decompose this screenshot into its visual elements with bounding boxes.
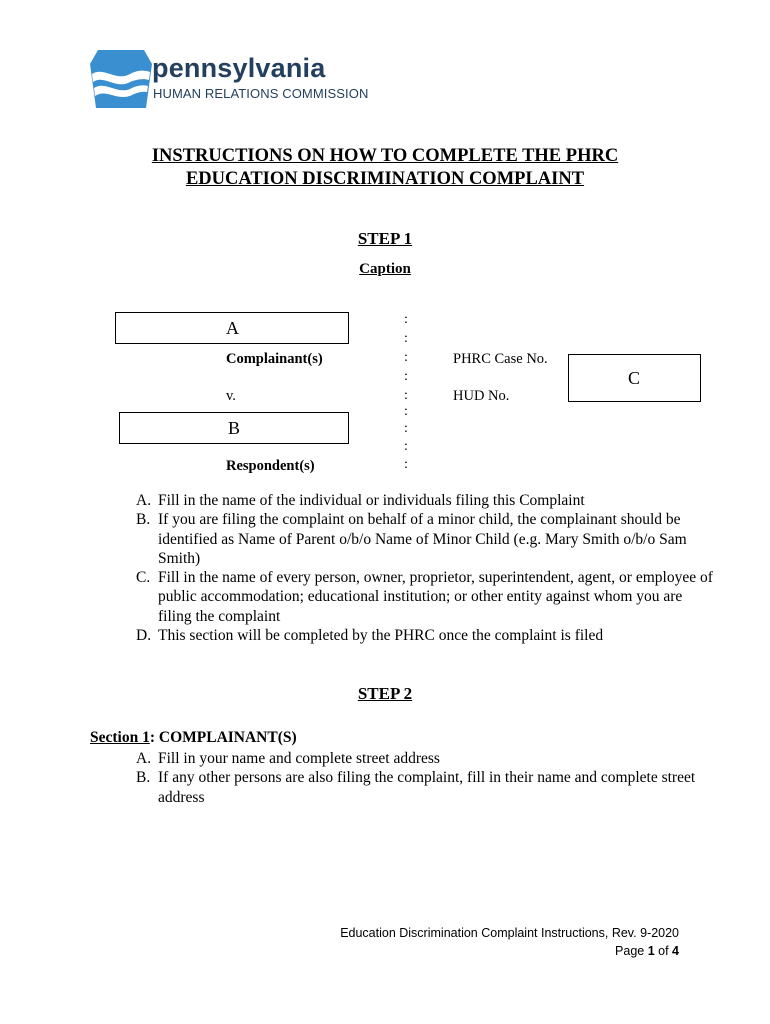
list-marker: B.	[136, 769, 151, 787]
list-marker: D.	[136, 627, 152, 645]
logo-wordmark: pennsylvania	[152, 53, 326, 83]
caption-colon: :	[404, 457, 408, 472]
list-item-text: Fill in the name of the individual or individuals filing this Complaint	[158, 492, 585, 509]
caption-colon: :	[404, 350, 408, 365]
list-item-text: If any other persons are also filing the complaint, fill in their name and complete street address	[158, 769, 696, 806]
list-item-text: If you are filing the complaint on behalf of a minor child, the complainant should be identified as Name of Parent o/b/o Name of Minor Child (e.g. Mary Smith o/b/o Sam Smith)	[158, 511, 687, 567]
step-1-heading: STEP 1	[357, 229, 413, 248]
caption-colon: :	[404, 331, 408, 346]
caption-colon: :	[404, 369, 408, 384]
list-item-text: Fill in your name and complete street address	[158, 750, 440, 767]
page-total: 4	[672, 944, 679, 958]
list-item	[136, 749, 716, 768]
step-2-heading: STEP 2	[357, 684, 413, 703]
footer-page-number	[615, 944, 679, 958]
complainant-box	[115, 312, 349, 344]
section-1-heading	[90, 729, 297, 747]
phrc-case-no-label: PHRC Case No.	[453, 351, 548, 367]
section-1-label: Section 1	[90, 729, 150, 746]
caption-colon: :	[404, 439, 408, 454]
page-prefix: Page	[615, 944, 648, 958]
step-1-instructions	[136, 491, 716, 645]
list-marker: A.	[136, 750, 152, 767]
list-item	[136, 768, 716, 807]
caption-colon: :	[404, 404, 408, 419]
page-of: of	[654, 944, 673, 958]
caption-heading: Caption	[359, 261, 411, 277]
hud-no-label: HUD No.	[453, 388, 510, 404]
list-item	[136, 510, 716, 568]
page-title-line-1: INSTRUCTIONS ON HOW TO COMPLETE THE PHRC	[151, 146, 619, 166]
keystone-logo-icon	[90, 44, 152, 108]
box-c-label: C	[628, 368, 641, 388]
caption-colon: :	[404, 388, 408, 403]
list-item	[136, 568, 716, 626]
caption-colon: :	[404, 421, 408, 436]
list-item	[136, 491, 716, 510]
list-item-text: This section will be completed by the PHRC once the complaint is filed	[158, 627, 604, 645]
versus-label: v.	[226, 388, 236, 404]
list-item-text: Fill in the name of every person, owner, proprietor, superintendent, agent, or employee of public accommodation; educational institution; or other entity against whom you are filing the complaint	[158, 569, 713, 625]
case-number-box	[568, 354, 701, 402]
box-a-label: A	[226, 318, 239, 338]
footer-document-name: Education Discrimination Complaint Instructions, Rev. 9-2020	[340, 926, 679, 940]
respondent-label: Respondent(s)	[226, 458, 315, 474]
list-marker: A.	[136, 492, 152, 509]
logo-subtitle: HUMAN RELATIONS COMMISSION	[153, 86, 369, 101]
page-current: 1	[647, 944, 655, 958]
page-title-line-2: EDUCATION DISCRIMINATION COMPLAINT	[185, 169, 585, 189]
box-b-label: B	[228, 418, 241, 438]
list-item	[136, 626, 716, 645]
step-2-instructions	[136, 749, 716, 807]
caption-colon: :	[404, 312, 408, 327]
respondent-box	[119, 412, 349, 444]
section-1-title: : COMPLAINANT(S)	[149, 729, 297, 746]
complainant-label: Complainant(s)	[226, 351, 323, 367]
list-marker: C.	[136, 569, 151, 587]
list-marker: B.	[136, 511, 151, 529]
